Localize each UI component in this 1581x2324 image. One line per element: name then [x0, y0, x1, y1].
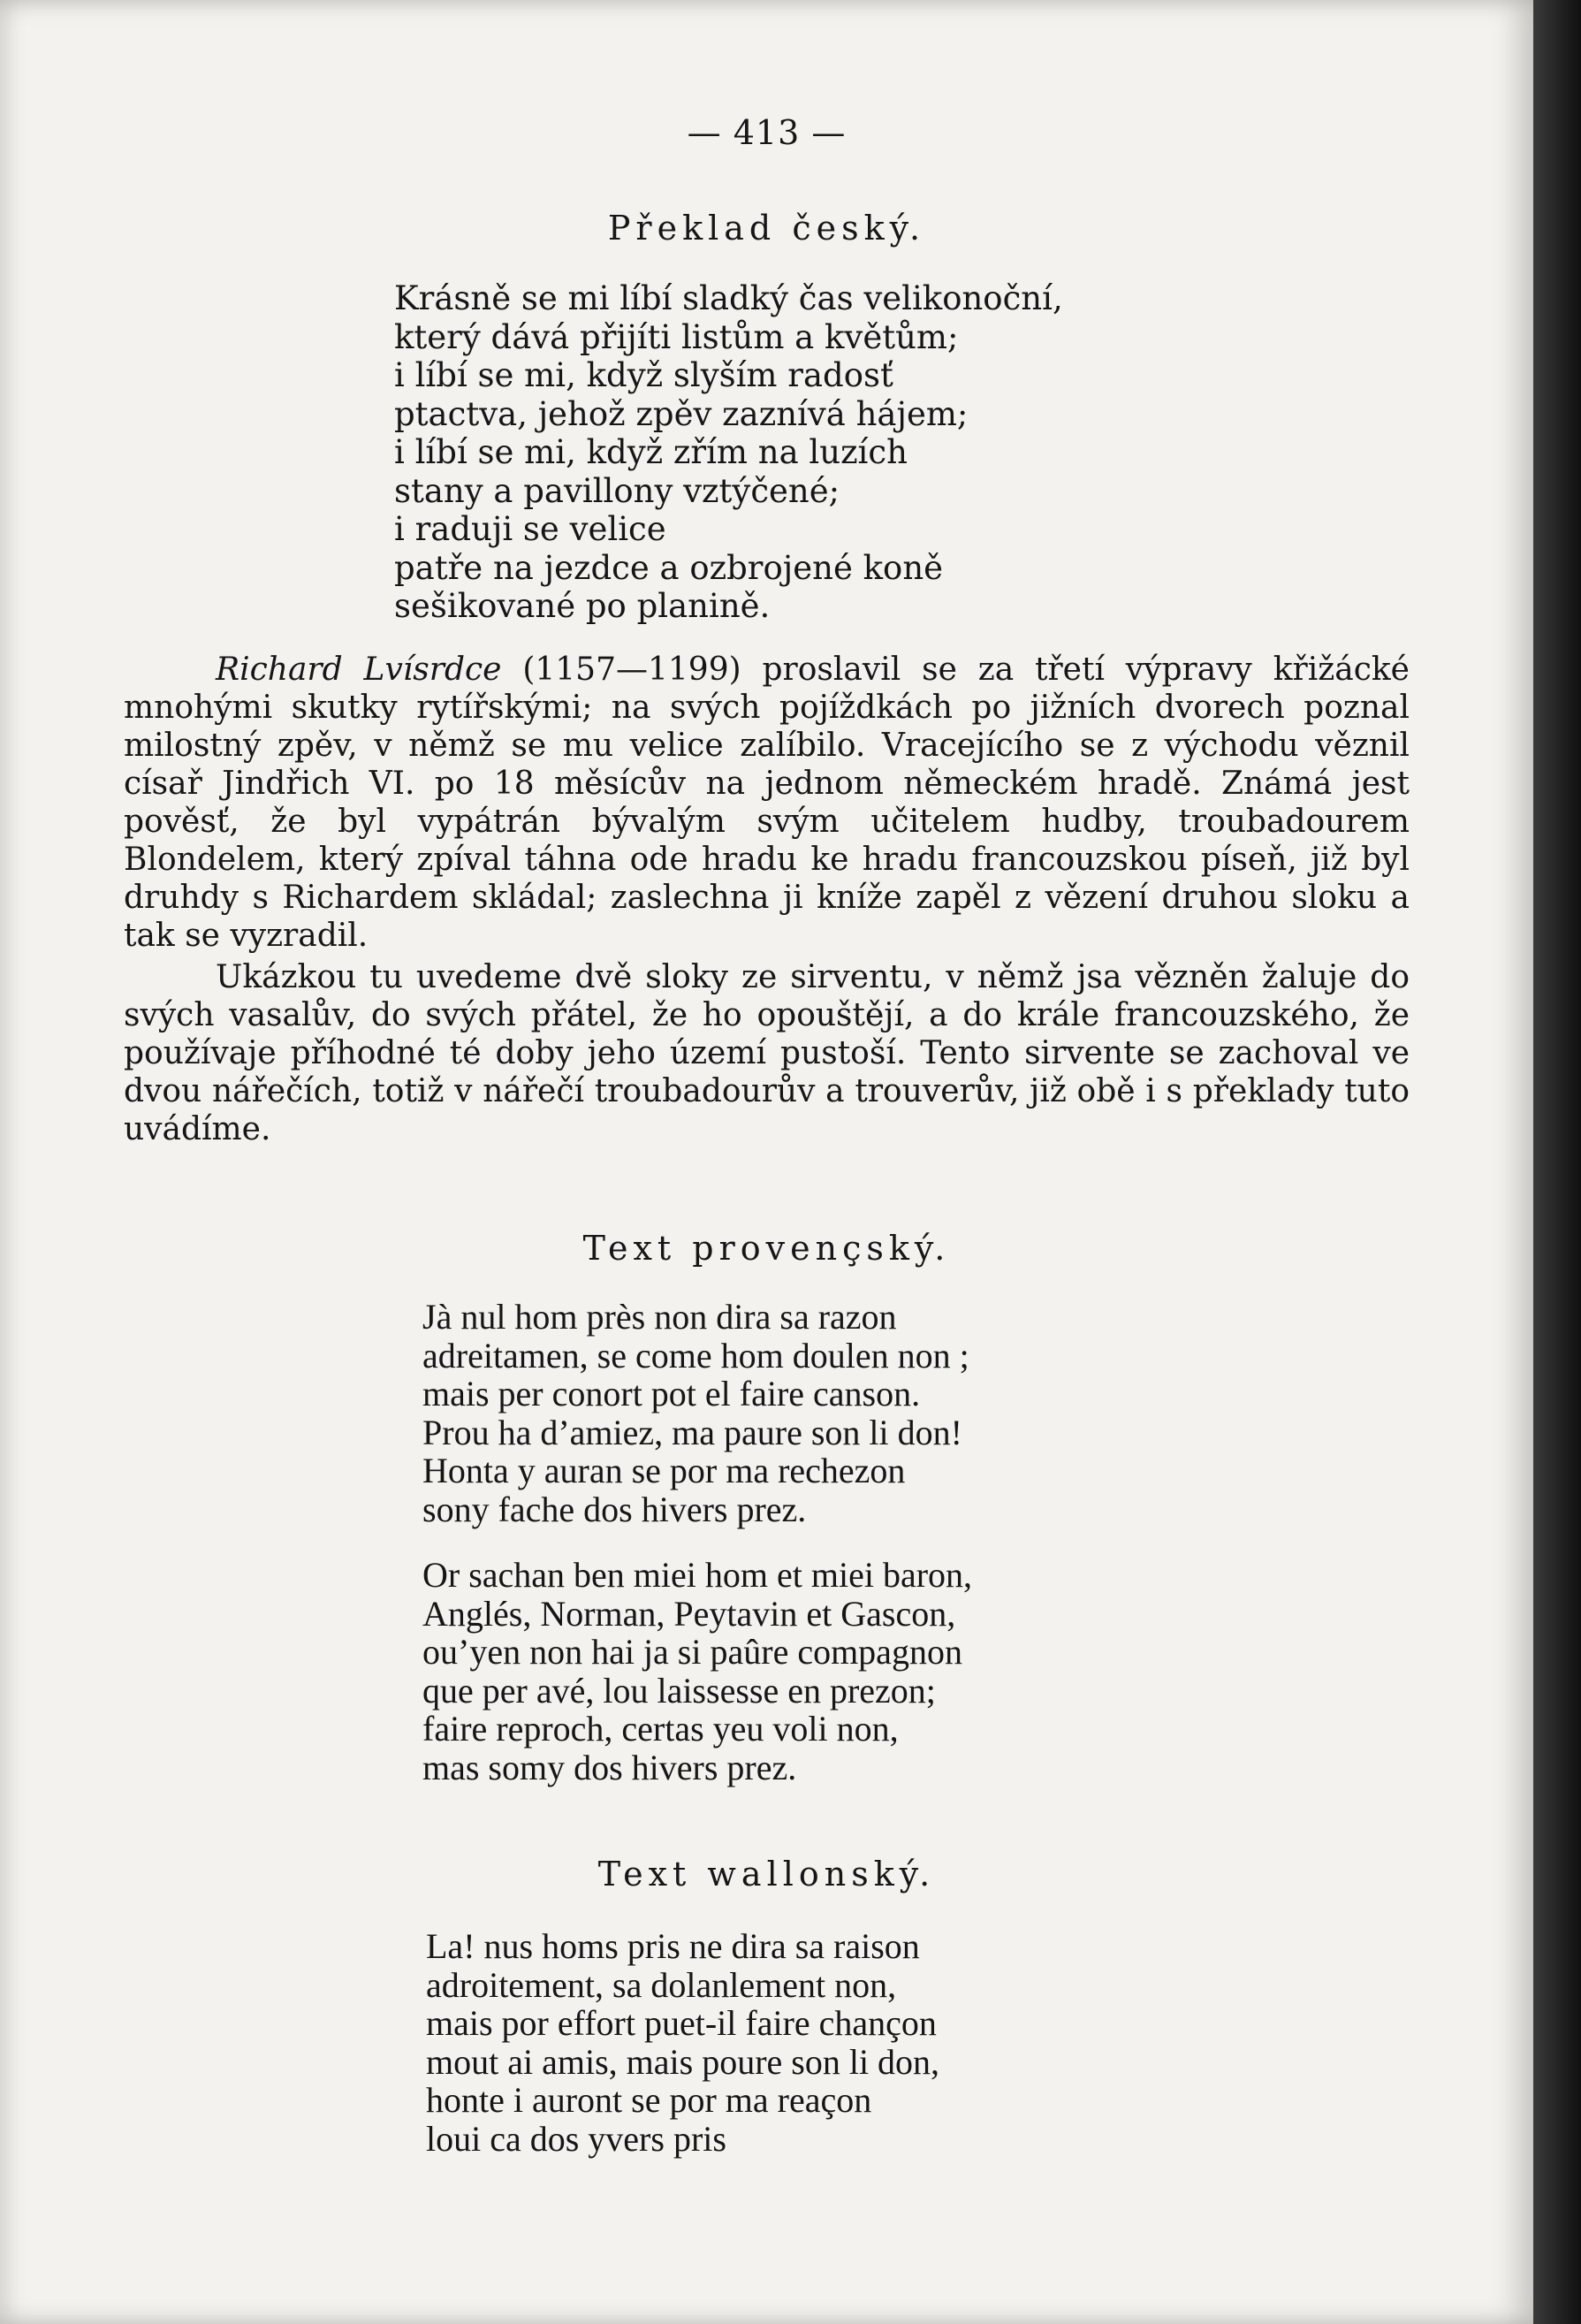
czech-poem	[394, 279, 1063, 626]
walloon-heading: Text wallonský.	[597, 1855, 936, 1893]
poem-line: La! nus homs pris ne dira sa raison	[426, 1926, 920, 1966]
provencal-stanza-1	[422, 1298, 969, 1528]
poem-line: Krásně se mi líbí sladký čas velikonoční,	[394, 279, 1063, 317]
poem-line: faire reproch, certas yeu voli non,	[422, 1709, 899, 1749]
poem-line: mais por effort puet-il faire chançon	[426, 2003, 937, 2043]
poem-line: Prou ha d’amiez, ma paure son li don!	[422, 1412, 962, 1452]
poem-line: mout ai amis, mais poure son li don,	[426, 2041, 940, 2082]
poem-line: sony fache dos hivers prez.	[422, 1489, 807, 1529]
poem-line: ptactva, jehož zpěv zaznívá hájem;	[394, 394, 969, 433]
poem-line: loui ca dos yvers pris	[426, 2118, 726, 2159]
provencal-heading: Text provençský.	[582, 1229, 951, 1268]
poem-line: Anglés, Norman, Peytavin et Gascon,	[422, 1593, 956, 1634]
poem-line: adreitamen, se come hom doulen non ;	[422, 1335, 969, 1375]
poem-line: sešikované po planině.	[394, 587, 771, 625]
poem-line: ou’yen non hai ja si paûre compagnon	[422, 1632, 962, 1672]
paragraph-richard	[124, 651, 1410, 955]
walloon-stanza-1	[426, 1927, 939, 2158]
poem-line: i raduji se velice	[394, 510, 666, 548]
poem-line: stany a pavillony vztýčené;	[394, 471, 840, 510]
poem-line: adroitement, sa dolanlement non,	[426, 1964, 897, 2005]
poem-line: que per avé, lou laissesse en prezon;	[422, 1670, 936, 1711]
provencal-stanza-2	[422, 1556, 972, 1787]
poem-line: patře na jezdce a ozbrojené koně	[394, 548, 944, 587]
author-name: Richard Lvísrdce	[216, 651, 502, 688]
poem-line: který dává přijíti listům a květům;	[394, 317, 959, 356]
prose-block	[124, 651, 1410, 1148]
czech-translation-heading: Překlad český.	[607, 209, 926, 248]
poem-line: honte i auront se por ma reaçon	[426, 2080, 872, 2120]
poem-line: i líbí se mi, když zřím na luzích	[394, 433, 908, 471]
poem-line: Jà nul hom près non dira sa razon	[422, 1297, 897, 1337]
paragraph-text: (1157—1199) proslavil se za třetí výpravy křižácké mnohými skutky rytířskými; na svých pojíždkách po jižních dvorech poznal milostný zpěv, v němž se mu velice zalíbilo. Vracejícího se z východu věznil císař Jindřich VI. po 18 měsícův na jednom německém hradě. Známá jest pověsť, že byl vypátrán bývalým svým učitelem hudby, troubadourem Blondelem, který zpíval táhna ode hradu ke hradu francouzskou píseň, již byl druhdy s Richardem skládal; zaslechna ji kníže zapěl z vězení druhou sloku a tak se vyzradil.	[124, 651, 1410, 954]
poem-line: i líbí se mi, když slyším radosť	[394, 356, 893, 394]
paragraph-sirvente: Ukázkou tu uvedeme dvě sloky ze sirventu, v němž jsa vězněn žaluje do svých vasalův, do svých přátel, že ho opouštějí, a do krále francouzského, že používaje příhodné té doby jeho území pustoší. Tento sirvente se zachoval ve dvou nářečích, totiž v nářečí troubadourův a trouverův, již obě i s překlady tuto uvádíme.	[124, 959, 1410, 1147]
poem-line: Or sachan ben miei hom et miei baron,	[422, 1555, 973, 1595]
page-number: — 413 —	[687, 113, 847, 152]
poem-line: mais per conort pot el faire canson.	[422, 1374, 921, 1413]
poem-line: mas somy dos hivers prez.	[422, 1747, 797, 1787]
poem-line: Honta y auran se por ma rechezon	[422, 1451, 906, 1490]
page-edge-shadow	[1533, 0, 1581, 2324]
